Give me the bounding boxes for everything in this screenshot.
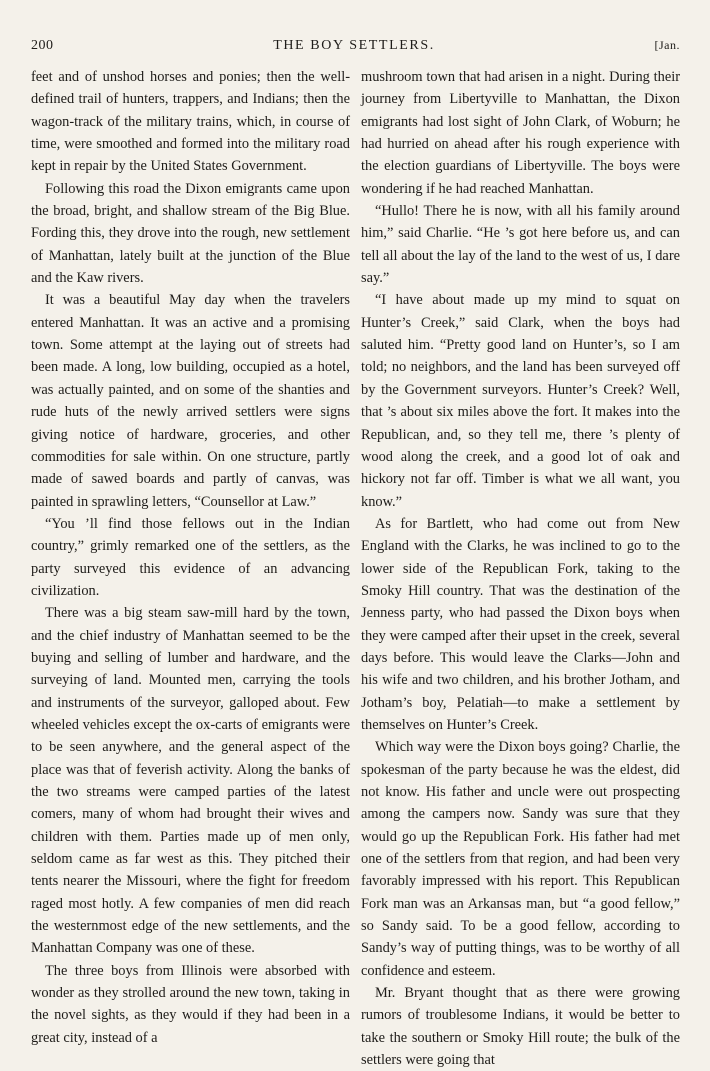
paragraph: Which way were the Dixon boys going? Charlie, the spokesman of the party because he was the eldest, did not know. His father and uncle were out prospecting among the campers now. Sandy was sure that they would go up the Republican Fork. His father had met one of the settlers from that region, and had been very favorably impressed with his report. This Republican Fork man was an Arkansas man, but “a good fellow,” so Sandy said. To be a good fellow, according to Sandy’s way of putting things, was to be worthy of all confidence and esteem. xyxy=(361,739,680,979)
left-column xyxy=(31,66,350,1071)
paragraph: “I have about made up my mind to squat on Hunter’s Creek,” said Clark, when the boys had saluted him. “Pretty good land on Hunter’s, so I am told; no neighbors, and the land has been surveyed off by the Government surveyors. Hunter’s Creek? Well, that ’s about six miles above the fort. It makes into the Republican, and, so they tell me, there ’s plenty of wood along the creek, and a good lot of oak and hickory not far off. Timber is what we all want, you know.” xyxy=(361,292,680,510)
page-number: 200 xyxy=(31,38,54,53)
paragraph: Following this road the Dixon emigrants came upon the broad, bright, and shallow stream of the Big Blue. Fording this, they drove into the rough, new settlement of Manhattan, lately built at the junction of the Blue and the Kaw rivers. xyxy=(31,180,350,287)
paragraph: “Hullo! There he is now, with all his family around him,” said Charlie. “He ’s got here before us, and can tell all about the lay of the land to the west of us, I dare say.” xyxy=(361,203,680,287)
paragraph: There was a big steam saw-mill hard by the town, and the chief industry of Manhattan seemed to be the buying and selling of lumber and hardware, and the surveying of land. Mounted men, carrying the tools and instruments of the surveyor, galloped about. Few wheeled vehicles except the ox-carts of emigrants were to be seen anywhere, and the general aspect of the place was that of feverish activity. Along the banks of the two streams were camped parties of the latest comers, many of whom had brought their wives and children with them. Parties made up of men only, seldom came as far west as this. They pitched their tents nearer the Missouri, where the fight for freedom raged most hotly. A few companies of men did reach the westernmost edge of the new settlements, and the Manhattan Company was one of these. xyxy=(31,605,350,957)
paragraph: feet and of unshod horses and ponies; then the well-defined trail of hunters, trappers, and Indians; then the wagon-track of the military trains, which, in course of time, were smoothed and formed into the military road kept in repair by the United States Government. xyxy=(31,69,350,175)
paragraph: mushroom town that had arisen in a night. During their journey from Libertyville to Manhattan, the Dixon emigrants had lost sight of John Clark, of Woburn; he had hurried on ahead after his rough experience with the election guardians of Libertyville. The boys were wondering if he had reached Manhattan. xyxy=(361,69,680,197)
paragraph: As for Bartlett, who had come out from New England with the Clarks, he was inclined to go to the lower side of the Republican Fork, taking to the Smoky Hill country. That was the destination of the Jenness party, who had passed the Dixon boys when they were camped after their upset in the creek, several days before. This would leave the Clarks—John and his wife and two children, and his brother Jotham, and Jotham’s boy, Pelatiah—to make a settlement by themselves on Hunter’s Creek. xyxy=(361,515,680,733)
text-columns xyxy=(31,66,680,1071)
paragraph: “You ’ll find those fellows out in the Indian country,” grimly remarked one of the settlers, as the party surveyed this evidence of an advancing civilization. xyxy=(31,515,350,599)
paragraph: Mr. Bryant thought that as there were growing rumors of troublesome Indians, it would be better to take the southern or Smoky Hill route; the bulk of the settlers were going that xyxy=(361,985,680,1069)
paragraph: It was a beautiful May day when the travelers entered Manhattan. It was an active and a promising town. Some attempt at the laying out of streets had been made. A long, low building, occupied as a hotel, was actually painted, and on some of the shanties and rude huts of the newly arrived settlers were signs giving notice of hardware, groceries, and other commodities for sale within. On one structure, partly made of sawed boards and partly of canvas, was painted in sprawling letters, “Counsellor at Law.” xyxy=(31,292,350,510)
paragraph: The three boys from Illinois were absorbed with wonder as they strolled around the new town, taking in the novel sights, as they would if they had been in a great city, instead of a xyxy=(31,962,350,1046)
issue-month: [Jan. xyxy=(654,38,680,52)
right-column xyxy=(361,66,680,1071)
running-header xyxy=(31,38,680,60)
running-title: THE BOY SETTLERS. xyxy=(273,38,435,53)
